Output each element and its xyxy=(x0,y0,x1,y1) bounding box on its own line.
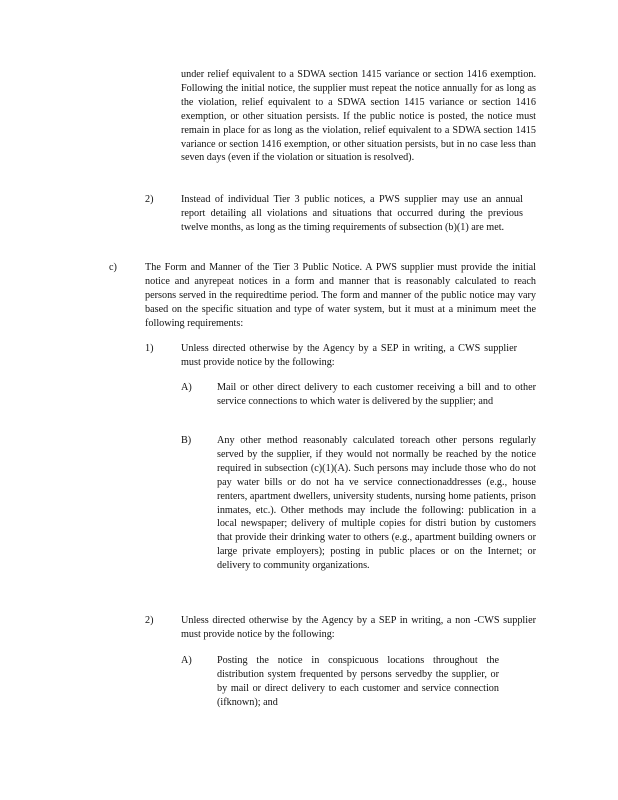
paragraph-c1a: Mail or other direct delivery to each customer receiving a bill and to other service connections to which water is delivered by the supplier; and xyxy=(217,382,536,407)
paragraph-c2a: Posting the notice in conspicuous locations throughout the distribution system frequented by persons servedby the supplier, or by mail or direct delivery to each customer and service connection (ifknown); and xyxy=(217,655,499,708)
paragraph-b1-continuation: under relief equivalent to a SDWA section 1415 variance or section 1416 exemption. Following the initial notice, the supplier must repeat the notice annually for as long as the violation, relief equivalent to a SDWA section 1415 variance or section 1416 exemption, or other situation persists. If the public notice is posted, the notice must remain in place for as long as the violation, relief equivalent to a SDWA section 1415 variance or section 1416 exemption, or other situation persists, but in no case less than seven days (even if the violation or situation is resolved). xyxy=(181,69,536,164)
item-label-c1a: A) xyxy=(181,382,192,393)
item-label-c1b: B) xyxy=(181,435,192,446)
item-label-c2a: A) xyxy=(181,655,192,666)
item-label-c2: 2) xyxy=(145,615,154,626)
item-label-c1: 1) xyxy=(145,343,154,354)
paragraph-c1: Unless directed otherwise by the Agency by a SEP in writing, a CWS supplier must provide notice by the following: xyxy=(181,343,517,368)
paragraph-c1b: Any other method reasonably calculated toreach other persons regularly served by the supplier, if they would not normally be reached by the notice required in subsection (c)(1)(A). Such persons may include those who do not pay water bills or do not ha ve service connectionaddresses (e.g., house renters, apartment dwellers, university students, nursing home patients, prison inmates, etc.). Other methods may include the following: publication in a local newspaper; delivery of multiple copies for distri bution by customers that provide their drinking water to others (e.g., apartment building owners or large private employers); posting in public places or on the Internet; or delivery to community organizations. xyxy=(217,435,536,572)
item-label-b2: 2) xyxy=(145,194,154,205)
paragraph-c: The Form and Manner of the Tier 3 Public Notice. A PWS supplier must provide the initial notice and anyrepeat notices in a form and manner that is reasonably calculated to reach persons served in the requiredtime period. The form and manner of the public notice may vary based on the specific situation and type of water system, but it must at a minimum meet the following requirements: xyxy=(145,262,536,329)
paragraph-b2: Instead of individual Tier 3 public notices, a PWS supplier may use an annual report detailing all violations and situations that occurred during the previous twelve months, as long as the timing requirements of subsection (b)(1) are met. xyxy=(181,194,523,233)
paragraph-c2: Unless directed otherwise by the Agency by a SEP in writing, a non -CWS supplier must provide notice by the following: xyxy=(181,615,536,640)
item-label-c: c) xyxy=(109,262,117,273)
